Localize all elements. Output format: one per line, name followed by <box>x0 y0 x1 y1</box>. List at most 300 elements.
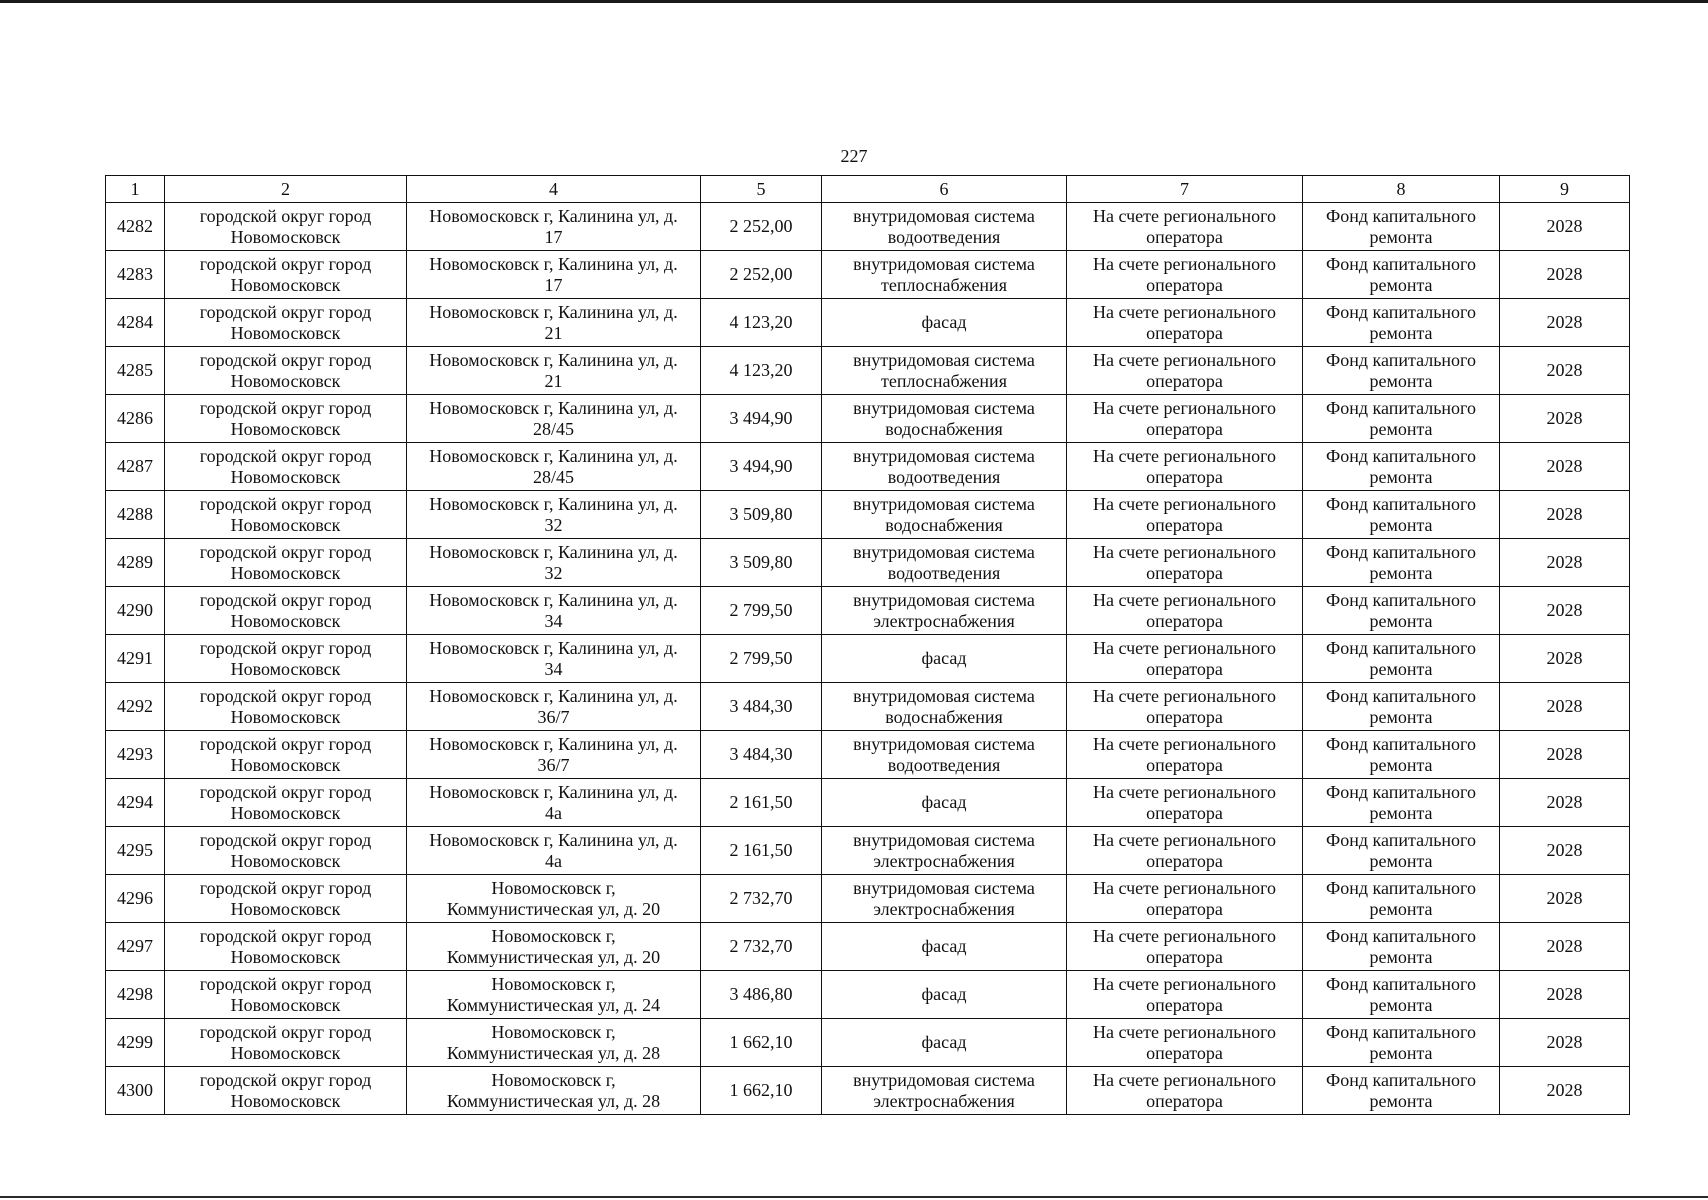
funding-source-cell-line: ремонта <box>1369 802 1433 823</box>
row-number-cell: 4298 <box>106 971 165 1019</box>
account-cell <box>1067 347 1303 395</box>
system-cell-line: внутридомовая система <box>853 877 1035 898</box>
address-cell-line: Коммунистическая ул, д. 20 <box>446 946 661 967</box>
funding-source-cell <box>1303 395 1500 443</box>
year-cell: 2028 <box>1500 971 1630 1019</box>
municipality-cell <box>165 1019 407 1067</box>
system-cell <box>822 203 1067 251</box>
address-cell <box>407 299 701 347</box>
area-cell: 3 494,90 <box>701 443 822 491</box>
municipality-cell <box>165 731 407 779</box>
system-cell <box>822 491 1067 539</box>
address-cell-line: Коммунистическая ул, д. 28 <box>446 1042 661 1063</box>
year-cell: 2028 <box>1500 683 1630 731</box>
account-cell-line: оператора <box>1146 658 1223 679</box>
municipality-cell-line: Новомосковск <box>230 226 341 247</box>
funding-source-cell <box>1303 347 1500 395</box>
row-number-cell: 4288 <box>106 491 165 539</box>
municipality-cell <box>165 395 407 443</box>
address-cell <box>407 635 701 683</box>
system-cell <box>822 587 1067 635</box>
municipality-cell-line: городской округ город <box>199 925 372 946</box>
address-cell-line: 34 <box>544 610 563 631</box>
account-cell-line: оператора <box>1146 706 1223 727</box>
system-cell <box>822 1019 1067 1067</box>
address-cell <box>407 347 701 395</box>
account-cell-line: На счете регионального <box>1092 1069 1277 1090</box>
address-cell-line: 17 <box>544 274 563 295</box>
municipality-cell-line: Новомосковск <box>230 514 341 535</box>
address-cell-line: Новомосковск г, Калинина ул, д. <box>429 733 678 754</box>
account-cell-line: оператора <box>1146 370 1223 391</box>
area-cell: 2 732,70 <box>701 875 822 923</box>
account-cell-line: На счете регионального <box>1092 925 1277 946</box>
account-cell-line: оператора <box>1146 514 1223 535</box>
system-cell-line: теплоснабжения <box>881 274 1007 295</box>
system-cell <box>822 299 1067 347</box>
funding-source-cell-line: Фонд капитального <box>1326 973 1476 994</box>
funding-source-cell-line: Фонд капитального <box>1326 733 1476 754</box>
area-cell: 3 484,30 <box>701 731 822 779</box>
municipality-cell-line: Новомосковск <box>230 1042 341 1063</box>
funding-source-cell-line: ремонта <box>1369 562 1433 583</box>
row-number-cell: 4286 <box>106 395 165 443</box>
municipality-cell-line: Новомосковск <box>230 658 341 679</box>
funding-source-cell-line: Фонд капитального <box>1326 589 1476 610</box>
address-cell-line: Новомосковск г, Калинина ул, д. <box>429 205 678 226</box>
row-number-cell: 4284 <box>106 299 165 347</box>
area-cell: 1 662,10 <box>701 1067 822 1115</box>
funding-source-cell <box>1303 635 1500 683</box>
address-cell <box>407 731 701 779</box>
funding-source-cell-line: ремонта <box>1369 658 1433 679</box>
address-cell-line: Новомосковск г, Калинина ул, д. <box>429 685 678 706</box>
address-cell <box>407 1019 701 1067</box>
municipality-cell <box>165 539 407 587</box>
account-cell-line: оператора <box>1146 850 1223 871</box>
municipality-cell-line: Новомосковск <box>230 418 341 439</box>
municipality-cell-line: Новомосковск <box>230 1090 341 1111</box>
account-cell <box>1067 395 1303 443</box>
funding-source-cell-line: ремонта <box>1369 322 1433 343</box>
system-cell <box>822 635 1067 683</box>
column-header: 1 <box>106 176 165 203</box>
funding-source-cell-line: Фонд капитального <box>1326 301 1476 322</box>
address-cell <box>407 395 701 443</box>
address-cell-line: 28/45 <box>532 418 574 439</box>
address-cell-line: Коммунистическая ул, д. 28 <box>446 1090 661 1111</box>
row-number-cell: 4283 <box>106 251 165 299</box>
system-cell-line: внутридомовая система <box>853 733 1035 754</box>
municipality-cell-line: Новомосковск <box>230 466 341 487</box>
municipality-cell-line: городской округ город <box>199 733 372 754</box>
table-row <box>106 971 1630 1019</box>
row-number-cell: 4294 <box>106 779 165 827</box>
area-cell: 3 494,90 <box>701 395 822 443</box>
account-cell <box>1067 635 1303 683</box>
municipality-cell <box>165 203 407 251</box>
year-cell: 2028 <box>1500 539 1630 587</box>
table-row <box>106 827 1630 875</box>
address-cell-line: Новомосковск г, Калинина ул, д. <box>429 253 678 274</box>
funding-source-cell-line: Фонд капитального <box>1326 493 1476 514</box>
system-cell-line: электроснабжения <box>873 898 1015 919</box>
municipality-cell <box>165 251 407 299</box>
table-row <box>106 395 1630 443</box>
address-cell-line: Новомосковск г, Калинина ул, д. <box>429 493 678 514</box>
column-header: 2 <box>165 176 407 203</box>
page-number: 227 <box>840 146 868 166</box>
municipality-cell-line: городской округ город <box>199 541 372 562</box>
account-cell-line: оператора <box>1146 946 1223 967</box>
column-header: 5 <box>701 176 822 203</box>
scan-bottom-edge <box>0 1196 1708 1198</box>
system-cell <box>822 875 1067 923</box>
row-number-cell: 4289 <box>106 539 165 587</box>
funding-source-cell <box>1303 971 1500 1019</box>
address-cell <box>407 491 701 539</box>
municipality-cell-line: городской округ город <box>199 781 372 802</box>
system-cell-line: внутридомовая система <box>853 205 1035 226</box>
row-number-cell: 4299 <box>106 1019 165 1067</box>
municipality-cell-line: Новомосковск <box>230 706 341 727</box>
address-cell-line: 36/7 <box>537 706 570 727</box>
funding-source-cell <box>1303 779 1500 827</box>
funding-source-cell-line: Фонд капитального <box>1326 253 1476 274</box>
area-cell: 4 123,20 <box>701 347 822 395</box>
system-cell <box>822 347 1067 395</box>
year-cell: 2028 <box>1500 395 1630 443</box>
table-row <box>106 875 1630 923</box>
funding-source-cell-line: Фонд капитального <box>1326 1021 1476 1042</box>
municipality-cell-line: городской округ город <box>199 589 372 610</box>
address-cell <box>407 923 701 971</box>
area-cell: 2 252,00 <box>701 251 822 299</box>
system-cell-line: электроснабжения <box>873 610 1015 631</box>
area-cell: 4 123,20 <box>701 299 822 347</box>
system-cell-line: фасад <box>921 792 967 812</box>
area-cell: 2 732,70 <box>701 923 822 971</box>
table-row <box>106 1019 1630 1067</box>
row-number-cell: 4293 <box>106 731 165 779</box>
account-cell <box>1067 1067 1303 1115</box>
system-cell <box>822 779 1067 827</box>
funding-source-cell-line: ремонта <box>1369 274 1433 295</box>
municipality-cell <box>165 875 407 923</box>
area-cell: 1 662,10 <box>701 1019 822 1067</box>
funding-source-cell-line: ремонта <box>1369 514 1433 535</box>
funding-source-cell-line: ремонта <box>1369 418 1433 439</box>
account-cell-line: оператора <box>1146 610 1223 631</box>
year-cell: 2028 <box>1500 347 1630 395</box>
year-cell: 2028 <box>1500 491 1630 539</box>
row-number-cell: 4291 <box>106 635 165 683</box>
funding-source-cell <box>1303 587 1500 635</box>
area-cell: 2 799,50 <box>701 635 822 683</box>
account-cell <box>1067 491 1303 539</box>
system-cell-line: внутридомовая система <box>853 589 1035 610</box>
column-number-header-row <box>106 176 1630 203</box>
funding-source-cell-line: Фонд капитального <box>1326 637 1476 658</box>
row-number-cell: 4287 <box>106 443 165 491</box>
funding-source-cell <box>1303 683 1500 731</box>
account-cell-line: На счете регионального <box>1092 733 1277 754</box>
system-cell <box>822 251 1067 299</box>
funding-source-cell <box>1303 299 1500 347</box>
table-row <box>106 203 1630 251</box>
funding-source-cell-line: Фонд капитального <box>1326 445 1476 466</box>
funding-source-cell-line: Фонд капитального <box>1326 205 1476 226</box>
municipality-cell-line: Новомосковск <box>230 850 341 871</box>
funding-source-cell-line: ремонта <box>1369 850 1433 871</box>
address-cell-line: Коммунистическая ул, д. 20 <box>446 898 661 919</box>
address-cell-line: Новомосковск г, <box>491 1069 616 1090</box>
account-cell-line: оператора <box>1146 274 1223 295</box>
system-cell-line: водоотведения <box>887 226 1001 247</box>
account-cell-line: На счете регионального <box>1092 301 1277 322</box>
table-row <box>106 779 1630 827</box>
account-cell <box>1067 203 1303 251</box>
municipality-cell-line: Новомосковск <box>230 322 341 343</box>
table-row <box>106 635 1630 683</box>
column-header: 6 <box>822 176 1067 203</box>
system-cell <box>822 395 1067 443</box>
funding-source-cell <box>1303 923 1500 971</box>
funding-source-cell <box>1303 1067 1500 1115</box>
address-cell-line: 36/7 <box>537 754 570 775</box>
row-number-cell: 4297 <box>106 923 165 971</box>
funding-source-cell-line: Фонд капитального <box>1326 349 1476 370</box>
row-number-cell: 4296 <box>106 875 165 923</box>
funding-source-cell-line: Фонд капитального <box>1326 685 1476 706</box>
account-cell-line: оператора <box>1146 562 1223 583</box>
system-cell-line: внутридомовая система <box>853 829 1035 850</box>
funding-source-cell <box>1303 491 1500 539</box>
table-row <box>106 491 1630 539</box>
account-cell-line: На счете регионального <box>1092 781 1277 802</box>
table-row <box>106 443 1630 491</box>
account-cell <box>1067 1019 1303 1067</box>
address-cell-line: 4а <box>545 850 562 871</box>
system-cell-line: внутридомовая система <box>853 1069 1035 1090</box>
address-cell-line: Новомосковск г, Калинина ул, д. <box>429 829 678 850</box>
funding-source-cell <box>1303 203 1500 251</box>
system-cell <box>822 1067 1067 1115</box>
row-number-cell: 4285 <box>106 347 165 395</box>
municipality-cell-line: городской округ город <box>199 829 372 850</box>
account-cell <box>1067 779 1303 827</box>
municipality-cell-line: городской округ город <box>199 685 372 706</box>
table-row <box>106 1067 1630 1115</box>
address-cell-line: 4а <box>545 802 562 823</box>
address-cell-line: Коммунистическая ул, д. 24 <box>446 994 661 1015</box>
municipality-cell <box>165 683 407 731</box>
system-cell <box>822 539 1067 587</box>
municipality-cell-line: городской округ город <box>199 253 372 274</box>
column-header: 9 <box>1500 176 1630 203</box>
address-cell <box>407 779 701 827</box>
municipality-cell-line: Новомосковск <box>230 802 341 823</box>
row-number-cell: 4295 <box>106 827 165 875</box>
account-cell <box>1067 443 1303 491</box>
area-cell: 3 484,30 <box>701 683 822 731</box>
system-cell-line: водоснабжения <box>885 418 1003 439</box>
system-cell <box>822 443 1067 491</box>
table-row <box>106 587 1630 635</box>
municipality-cell <box>165 971 407 1019</box>
address-cell-line: Новомосковск г, Калинина ул, д. <box>429 397 678 418</box>
address-cell-line: Новомосковск г, Калинина ул, д. <box>429 349 678 370</box>
funding-source-cell <box>1303 443 1500 491</box>
account-cell-line: оператора <box>1146 1090 1223 1111</box>
account-cell-line: На счете регионального <box>1092 829 1277 850</box>
table-row <box>106 299 1630 347</box>
funding-source-cell-line: ремонта <box>1369 1042 1433 1063</box>
municipality-cell-line: Новомосковск <box>230 274 341 295</box>
municipality-cell <box>165 491 407 539</box>
funding-source-cell-line: ремонта <box>1369 466 1433 487</box>
address-cell-line: Новомосковск г, <box>491 1021 616 1042</box>
row-number-cell: 4290 <box>106 587 165 635</box>
system-cell-line: водоснабжения <box>885 706 1003 727</box>
address-cell-line: Новомосковск г, Калинина ул, д. <box>429 445 678 466</box>
municipality-cell-line: Новомосковск <box>230 562 341 583</box>
address-cell-line: Новомосковск г, Калинина ул, д. <box>429 301 678 322</box>
system-cell-line: внутридомовая система <box>853 349 1035 370</box>
account-cell <box>1067 587 1303 635</box>
address-cell-line: Новомосковск г, Калинина ул, д. <box>429 541 678 562</box>
year-cell: 2028 <box>1500 443 1630 491</box>
municipality-cell-line: Новомосковск <box>230 898 341 919</box>
account-cell-line: оператора <box>1146 754 1223 775</box>
area-cell: 2 799,50 <box>701 587 822 635</box>
account-cell-line: На счете регионального <box>1092 637 1277 658</box>
municipality-cell <box>165 779 407 827</box>
system-cell <box>822 971 1067 1019</box>
account-cell-line: На счете регионального <box>1092 445 1277 466</box>
account-cell <box>1067 731 1303 779</box>
funding-source-cell-line: ремонта <box>1369 610 1433 631</box>
system-cell-line: теплоснабжения <box>881 370 1007 391</box>
municipality-cell <box>165 1067 407 1115</box>
account-cell-line: На счете регионального <box>1092 589 1277 610</box>
funding-source-cell-line: ремонта <box>1369 946 1433 967</box>
funding-source-cell-line: ремонта <box>1369 706 1433 727</box>
year-cell: 2028 <box>1500 299 1630 347</box>
system-cell-line: электроснабжения <box>873 850 1015 871</box>
year-cell: 2028 <box>1500 923 1630 971</box>
row-number-cell: 4292 <box>106 683 165 731</box>
address-cell <box>407 587 701 635</box>
column-header: 8 <box>1303 176 1500 203</box>
table-row <box>106 683 1630 731</box>
municipality-cell <box>165 347 407 395</box>
year-cell: 2028 <box>1500 827 1630 875</box>
account-cell <box>1067 683 1303 731</box>
area-cell: 3 509,80 <box>701 491 822 539</box>
address-cell-line: 17 <box>544 226 563 247</box>
funding-source-cell <box>1303 251 1500 299</box>
account-cell-line: На счете регионального <box>1092 349 1277 370</box>
year-cell: 2028 <box>1500 587 1630 635</box>
account-cell-line: оператора <box>1146 802 1223 823</box>
account-cell <box>1067 251 1303 299</box>
funding-source-cell-line: Фонд капитального <box>1326 925 1476 946</box>
funding-source-cell-line: ремонта <box>1369 754 1433 775</box>
account-cell-line: На счете регионального <box>1092 685 1277 706</box>
municipality-cell-line: Новомосковск <box>230 754 341 775</box>
system-cell-line: фасад <box>921 1032 967 1052</box>
account-cell-line: оператора <box>1146 466 1223 487</box>
funding-source-cell <box>1303 827 1500 875</box>
municipality-cell <box>165 587 407 635</box>
municipality-cell-line: Новомосковск <box>230 946 341 967</box>
column-header: 4 <box>407 176 701 203</box>
system-cell-line: внутридомовая система <box>853 397 1035 418</box>
funding-source-cell-line: ремонта <box>1369 226 1433 247</box>
year-cell: 2028 <box>1500 203 1630 251</box>
address-cell <box>407 875 701 923</box>
municipality-cell-line: городской округ город <box>199 637 372 658</box>
system-cell-line: водоотведения <box>887 466 1001 487</box>
municipality-cell <box>165 923 407 971</box>
municipality-cell <box>165 635 407 683</box>
funding-source-cell-line: Фонд капитального <box>1326 781 1476 802</box>
system-cell-line: внутридомовая система <box>853 445 1035 466</box>
account-cell <box>1067 299 1303 347</box>
funding-source-cell <box>1303 731 1500 779</box>
municipality-cell-line: городской округ город <box>199 973 372 994</box>
address-cell-line: 28/45 <box>532 466 574 487</box>
funding-source-cell-line: ремонта <box>1369 994 1433 1015</box>
account-cell-line: оператора <box>1146 226 1223 247</box>
municipality-cell <box>165 299 407 347</box>
municipality-cell-line: Новомосковск <box>230 370 341 391</box>
municipality-cell-line: Новомосковск <box>230 994 341 1015</box>
funding-source-cell <box>1303 1019 1500 1067</box>
municipality-cell-line: городской округ город <box>199 877 372 898</box>
system-cell-line: водоотведения <box>887 754 1001 775</box>
system-cell-line: фасад <box>921 936 967 956</box>
address-cell-line: 21 <box>544 322 563 343</box>
address-cell-line: 34 <box>544 658 563 679</box>
funding-source-cell-line: ремонта <box>1369 370 1433 391</box>
account-cell-line: На счете регионального <box>1092 205 1277 226</box>
area-cell: 2 252,00 <box>701 203 822 251</box>
address-cell-line: Новомосковск г, <box>491 973 616 994</box>
system-cell-line: внутридомовая система <box>853 541 1035 562</box>
address-cell-line: Новомосковск г, Калинина ул, д. <box>429 781 678 802</box>
account-cell-line: оператора <box>1146 994 1223 1015</box>
address-cell <box>407 827 701 875</box>
account-cell <box>1067 827 1303 875</box>
address-cell-line: 32 <box>544 562 563 583</box>
address-cell-line: 21 <box>544 370 563 391</box>
account-cell-line: оператора <box>1146 322 1223 343</box>
system-cell-line: фасад <box>921 312 967 332</box>
account-cell <box>1067 539 1303 587</box>
table-row <box>106 731 1630 779</box>
account-cell-line: На счете регионального <box>1092 253 1277 274</box>
funding-source-cell-line: Фонд капитального <box>1326 829 1476 850</box>
municipality-cell-line: городской округ город <box>199 397 372 418</box>
system-cell-line: внутридомовая система <box>853 253 1035 274</box>
year-cell: 2028 <box>1500 779 1630 827</box>
system-cell-line: водоснабжения <box>885 514 1003 535</box>
year-cell: 2028 <box>1500 635 1630 683</box>
system-cell <box>822 683 1067 731</box>
system-cell-line: фасад <box>921 984 967 1004</box>
